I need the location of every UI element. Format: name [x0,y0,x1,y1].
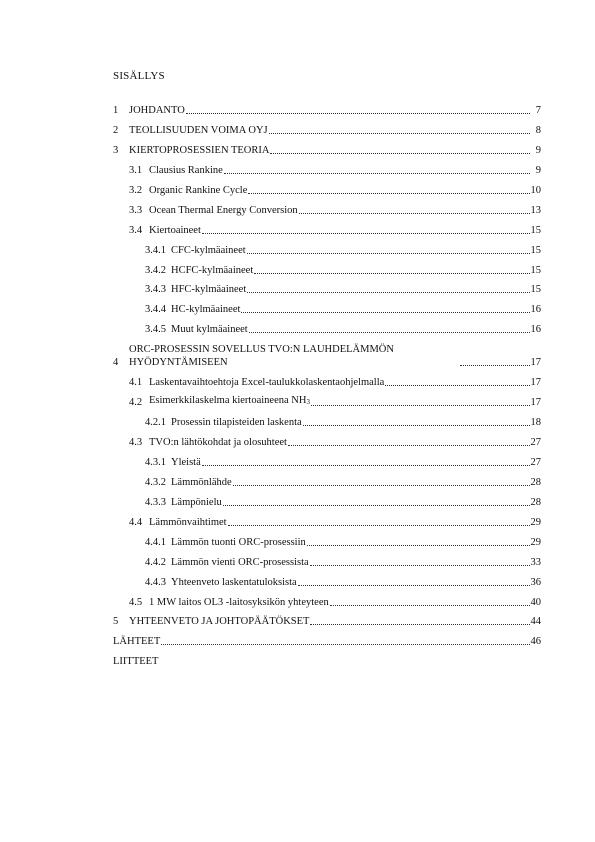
toc-entry-number: 3.4.5 [145,324,166,336]
toc-entry-number: 4.3 [129,437,143,448]
toc-entry-number: 3.1 [129,164,143,176]
toc-entry-label: Kiertoaineet [149,224,201,236]
toc-entry-page-number: 28 [530,476,541,488]
toc-entry-page-number: 8 [535,124,541,136]
toc-entry-number: 1 [113,105,119,116]
toc-entry-number: 4.4.3 [145,576,166,588]
toc-entry-number: 3.2 [129,184,143,196]
toc-entry-page-number: 33 [530,556,541,568]
toc-entry[interactable] [113,204,541,217]
toc-entry-number: 2 [113,124,119,136]
toc-entry-number: 3.4 [129,224,143,236]
toc-entry-number: 3.4.1 [145,244,166,256]
toc-entry-label: LIITTEET [113,656,159,668]
toc-entry-label: Clausius Rankine [149,164,223,176]
toc-entry-label: HFC-kylmäaineet [171,284,247,296]
toc-entry[interactable] [113,615,541,628]
toc-leader-dots [247,253,530,254]
toc-leader-dots [307,545,530,546]
toc-leader-dots [241,312,529,313]
toc-entry[interactable] [113,556,541,569]
toc-entry-label: 1 MW laitos OL3 -laitosyksikön yhteyteen [149,596,329,608]
toc-entry-page-number: 29 [530,516,541,528]
toc-entry-label: Yleistä [171,456,201,468]
toc-entry[interactable] [113,416,541,429]
toc-leader-dots [298,585,530,586]
toc-entry-subscript: 3 [306,398,310,407]
toc-entry[interactable] [113,596,541,609]
toc-entry-number: 4.3.1 [145,456,166,468]
toc-entry-page-number: 40 [530,596,541,608]
toc-leader-dots [311,405,530,406]
toc-entry[interactable] [113,124,541,137]
toc-entry[interactable] [113,303,541,316]
toc-entry-page-number: 15 [530,264,541,276]
toc-entry-page-number: 16 [530,324,541,336]
toc-entry-label: JOHDANTO [129,105,185,116]
toc-entry[interactable] [113,576,541,589]
toc-entry[interactable] [113,104,541,117]
toc-entry-label: Organic Rankine Cycle [149,184,248,196]
toc-entry-label: Yhteenveto laskentatuloksista [171,576,297,588]
toc-entry-label: Muut kylmäaineet [171,324,248,336]
toc-entry[interactable] [113,343,541,369]
toc-entry[interactable] [113,635,541,648]
toc-entry-number: 3 [113,144,119,156]
toc-entry[interactable] [113,283,541,296]
toc-leader-dots [310,565,530,566]
toc-entry[interactable] [113,516,541,529]
toc-entry[interactable] [113,456,541,469]
toc-leader-dots [269,133,530,134]
toc-entry[interactable] [113,436,541,449]
toc-entry-label: Lämmönlähde [171,476,232,488]
toc-entry-label: YHTEENVETO JA JOHTOPÄÄTÖKSET [129,616,310,628]
table-of-contents [113,104,541,675]
toc-entry-label: LÄHTEET [113,636,161,648]
toc-entry-label: Prosessin tilapisteiden laskenta [171,417,302,429]
toc-entry-label: CFC-kylmäaineet [171,244,246,256]
toc-leader-dots [161,644,529,645]
toc-entry-number: 3.4.2 [145,264,166,276]
toc-leader-dots [228,525,530,526]
toc-entry-label: Esimerkkilaskelma kiertoaineena NH3 [149,395,310,407]
toc-entry[interactable] [113,536,541,549]
toc-entry-number: 3.4.3 [145,284,166,296]
toc-entry-label: HC-kylmäaineet [171,304,241,316]
toc-entry-number: 4.5 [129,596,143,608]
toc-entry-label: Laskentavaihtoehtoja Excel-taulukkolaskentaohjelmalla [149,377,385,389]
toc-entry[interactable] [113,164,541,177]
toc-leader-dots [224,173,530,174]
toc-entry-number: 4.3.2 [145,476,166,488]
toc-entry-page-number: 27 [530,456,541,468]
toc-entry-number: 4.4.1 [145,536,166,548]
toc-entry-label: Lämmönvaihtimet [149,516,227,528]
toc-entry-label: Lämpönielu [171,496,222,508]
toc-entry-page-number: 16 [530,304,541,316]
toc-entry-label: Lämmön tuonti ORC-prosessiin [171,536,306,548]
toc-leader-dots [288,445,530,446]
toc-leader-dots [254,273,529,274]
toc-entry-page-number: 44 [530,616,541,628]
toc-entry-page-number: 46 [530,636,541,648]
toc-leader-dots [330,605,530,606]
toc-entry-page-number: 36 [530,576,541,588]
toc-leader-dots [303,425,530,426]
toc-entry[interactable] [113,264,541,277]
toc-entry-number: 3.4.4 [145,304,166,316]
toc-entry-label: TVO:n lähtökohdat ja olosuhteet [149,437,287,448]
toc-entry-page-number: 17 [530,397,541,409]
toc-entry-label: TEOLLISUUDEN VOIMA OYJ [129,124,268,136]
toc-leader-dots [299,213,530,214]
toc-entry[interactable] [113,244,541,257]
toc-leader-dots [249,332,530,333]
toc-entry-page-number: 29 [530,536,541,548]
toc-entry-number: 4.1 [129,377,143,389]
toc-entry-number: 4.2.1 [145,417,166,429]
toc-entry-page-number: 17 [530,377,541,389]
toc-leader-dots [310,624,529,625]
toc-entry-page-number: 9 [535,144,541,156]
toc-leader-dots [233,485,530,486]
toc-entry-page-number: 7 [535,105,541,116]
toc-leader-dots [385,385,529,386]
toc-entry[interactable] [113,144,541,157]
toc-entry-number: 4.4.2 [145,556,166,568]
toc-leader-dots [247,292,529,293]
toc-heading: SISÄLLYS [113,70,165,82]
toc-entry-page-number: 27 [530,437,541,448]
toc-leader-dots [270,153,530,154]
toc-entry-page-number: 9 [535,164,541,176]
toc-leader-dots [223,505,530,506]
toc-leader-dots [186,113,530,114]
toc-entry-label: KIERTOPROSESSIEN TEORIA [129,144,270,156]
toc-entry[interactable] [113,655,541,668]
toc-entry-label: ORC-PROSESSIN SOVELLUS TVO:N LAUHDELÄMMÖN HYÖDYNTÄMISEEN [129,344,394,369]
toc-leader-dots [202,465,530,466]
toc-leader-dots [248,193,529,194]
toc-entry-label: Ocean Thermal Energy Conversion [149,204,298,216]
toc-entry-number: 4.4 [129,516,143,528]
toc-entry[interactable] [113,376,541,389]
toc-entry-label: HCFC-kylmäaineet [171,264,254,276]
toc-entry[interactable] [113,184,541,197]
toc-entry-number: 4.2 [129,397,143,409]
toc-entry-page-number: 13 [530,204,541,216]
toc-entry-page-number: 18 [530,417,541,429]
toc-entry-page-number: 10 [530,184,541,196]
toc-entry-page-number: 28 [530,496,541,508]
toc-entry-page-number: 15 [530,284,541,296]
toc-entry[interactable] [113,224,541,237]
toc-entry-page-number: 17 [530,357,541,369]
toc-entry[interactable] [113,476,541,489]
toc-entry-label: Lämmön vienti ORC-prosessista [171,556,309,568]
toc-entry-page-number: 15 [530,244,541,256]
toc-leader-dots [202,233,530,234]
toc-entry-number: 4.3.3 [145,496,166,508]
toc-entry[interactable] [113,396,541,409]
toc-entry-number: 5 [113,616,119,628]
toc-entry-page-number: 15 [530,224,541,236]
toc-entry-number: 4 [113,357,119,369]
toc-entry-number: 3.3 [129,204,143,216]
toc-entry[interactable] [113,323,541,336]
toc-leader-dots [460,365,530,366]
toc-entry[interactable] [113,496,541,509]
